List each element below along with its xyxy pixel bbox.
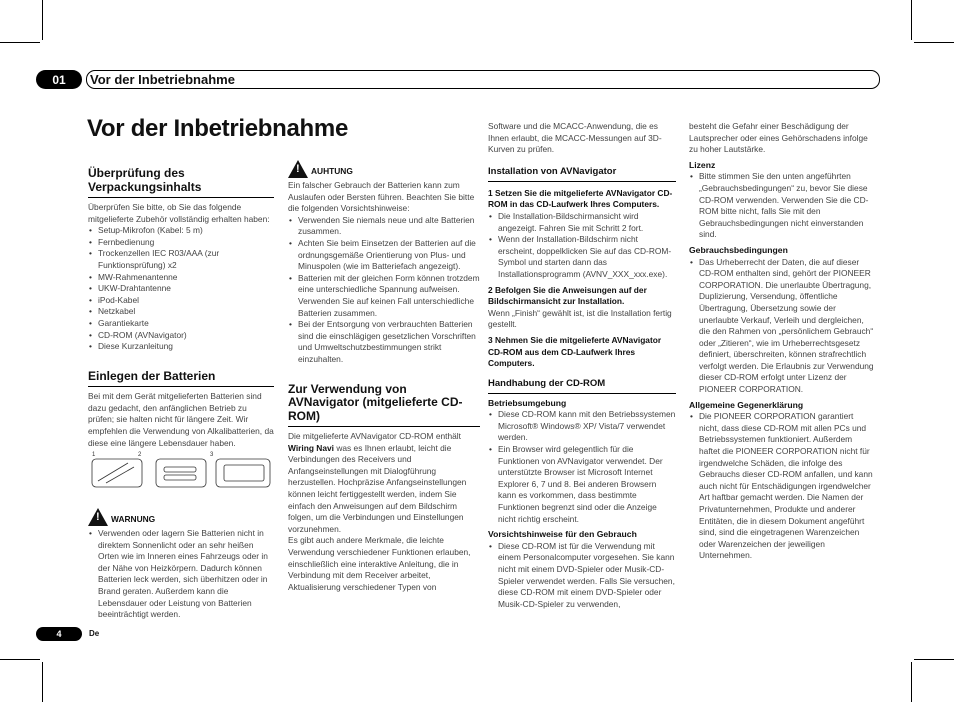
- column-2: [288, 160, 480, 593]
- column-3: [488, 121, 676, 610]
- step1-list: [488, 211, 676, 281]
- package-intro: Überprüfen Sie bitte, ob Sie das folgende mitgelieferte Zubehör vollständig erhalten haben:: [88, 202, 270, 224]
- list-item: • Bei der Entsorgung von verbrauchten Batterien sind die einschlägigen gesetzlichen Vorschriften und Umweltschutzbestimmungen strikt einzuhalten.: [288, 319, 480, 365]
- avnavigator-paragraph-2: Es gibt auch andere Merkmale, die leichte Verwendung verschiedener Funktionen erlauben, einschließlich eine interaktive Anleitung, die in Verbindung mit dem Receiver arbeitet, Aktualisierung verschiedener Typen von: [288, 535, 471, 592]
- list-item: • Die PIONEER CORPORATION garantiert nicht, dass diese CD-ROM mit allen PCs und Betriebssystemen funktioniert. Außerdem haftet die PIONEER CORPORATION nicht für irgendwelche Schäden, die infolge des Gebrauchs dieser CD-ROM anfallen, und kann auch nicht für Entschädigungen irgendwelcher Art haftbar gemacht werden. Die Namen der Privatunternehmen, Produkte und anderer Entitäten, die in diesem Dokument angeführt sind, sind die eingetragenen Warenzeichen oder Warenzeichen der jeweiligen Unternehmen.: [689, 411, 875, 562]
- remote-outline: [156, 459, 206, 487]
- list-item: • Wenn der Installation-Bildschirm nicht erscheint, doppelklicken Sie auf das CD-ROM-Symbol und starten dann das Installationsprogramm (AVNV_XXX_xxx.exe).: [488, 234, 676, 280]
- warning-block: [88, 508, 274, 621]
- install-step-2-text: Wenn „Finish“ gewählt ist, ist die Installation fertig gestellt.: [488, 307, 672, 330]
- precaution-title: Vorsichtshinweise für den Gebrauch: [488, 529, 637, 540]
- list-item: • Diese CD-ROM ist für die Verwendung mit einem Personalcomputer vorgesehen. Sie kann nicht mit einem DVD-Spieler oder Musik-CD-Spieler verwendet werden. Falls Sie versuchen, diese CD-ROM mit einem DVD-Spieler oder Musik-CD-Spieler zu verwenden,: [488, 541, 676, 611]
- list-item: • Trockenzellen IEC R03/AAA (zur Funktionsprüfung) x2: [88, 248, 274, 271]
- column-1: [88, 167, 274, 449]
- list-item: • Netzkabel: [88, 306, 274, 318]
- caution-label: AUHTUNG: [311, 166, 353, 177]
- crop-mark: [42, 0, 43, 40]
- list-item: • Bitte stimmen Sie den unten angeführten „Gebrauchsbedingungen“ zu, bevor Sie diese CD-ROM verwenden. Verwenden Sie die CD-ROM bitte nicht, falls Sie mit den Gebrauchsbedingungen nicht einverstanden sind.: [689, 171, 875, 241]
- section-title-package-contents: Überprüfung des Verpackungsinhalts: [88, 167, 274, 198]
- list-item: • Diese CD-ROM kann mit den Betriebssystemen Microsoft® Windows® XP/ Vista/7 verwendet werden.: [488, 409, 676, 444]
- chapter-number: 01: [36, 70, 82, 89]
- crop-mark: [0, 42, 40, 43]
- list-item: • iPod-Kabel: [88, 295, 274, 307]
- wiring-navi-term: Wiring Navi: [288, 442, 334, 453]
- crop-mark: [914, 659, 954, 660]
- license-list: [689, 171, 875, 241]
- caution-heading: [288, 160, 480, 178]
- list-item: • MW-Rahmenantenne: [88, 272, 274, 284]
- language-code: De: [89, 629, 100, 638]
- chapter-title: Vor der Inbetriebnahme: [86, 70, 880, 89]
- disclaimer-title: Allgemeine Gegenerklärung: [689, 399, 804, 410]
- list-item: • Fernbedienung: [88, 237, 274, 249]
- crop-mark: [911, 0, 912, 40]
- battery-insertion-figure: [88, 449, 274, 495]
- crop-mark: [911, 662, 912, 702]
- col4-intro: besteht die Gefahr einer Beschädigung der Lautsprecher oder eines Gehörschadens infolge zu hoher Lautstärke.: [689, 121, 868, 155]
- page-title: Vor der Inbetriebnahme: [87, 115, 349, 142]
- list-item: • UKW-Drahtantenne: [88, 283, 274, 295]
- warning-list: [88, 528, 274, 621]
- list-item: • Setup-Mikrofon (Kabel: 5 m): [88, 225, 274, 237]
- figure-label: 3: [210, 452, 214, 458]
- col3-intro: Software und die MCACC-Anwendung, die es Ihnen erlaubt, die MCACC-Messungen auf 3D-Kurven zu prüfen.: [488, 121, 662, 155]
- figure-label: 1: [92, 452, 96, 458]
- section-title-handling: Handhabung der CD-ROM: [488, 378, 676, 394]
- avnavigator-paragraph-1: [288, 431, 480, 535]
- warning-label: WARNUNG: [111, 514, 156, 525]
- install-step-2: 2 Befolgen Sie die Anweisungen auf der Bildschirmansicht zur Installation.: [488, 284, 647, 307]
- precaution-list: [488, 541, 676, 611]
- list-item: • Verwenden oder lagern Sie Batterien nicht in direktem Sonnenlicht oder an sehr heißen Orten wie im Inneren eines Fahrzeugs oder in der Nähe von Heizkörpern. Dadurch können Batterien leck werden, sich überhitzen oder in Brand geraten. Außerdem kann die Lebensdauer oder Leistung von Batterien beeinträchtigt werden.: [88, 528, 274, 621]
- crop-mark: [42, 662, 43, 702]
- batteries-text: Bei mit dem Gerät mitgelieferten Batterien sind dazu gedacht, den anfänglichen Betrieb zu prüfen; sie halten nicht für längere Zeit. Wir empfehlen die Verwendung von Alkalibatterien, da diese eine längere Lebensdauer haben.: [88, 391, 274, 448]
- list-item: • Diese Kurzanleitung: [88, 341, 274, 353]
- env-list: [488, 409, 676, 525]
- remote-outline: [92, 459, 142, 487]
- accessories-list: [88, 225, 274, 353]
- caution-list: [288, 215, 480, 366]
- env-title: Betriebsumgebung: [488, 397, 567, 408]
- paragraph-text: was es Ihnen erlaubt, leicht die Verbindungen des Receivers und Anfangseinstellungen mit Dialogführung herzustellen. Hochpräzise Anfangseinstellungen können leicht fertiggestellt werden, indem Sie einfach den Anweisungen auf dem Bildschirm folgen, um die Verbindungen und Einstellungen vorzunehmen.: [288, 442, 467, 534]
- caution-text: Ein falscher Gebrauch der Batterien kann zum Auslaufen oder Bersten führen. Beachten Sie bitte die folgenden Vorsichtshinweise:: [288, 180, 475, 214]
- warning-heading: [88, 508, 274, 526]
- list-item: • Batterien mit der gleichen Form können trotzdem eine unterschiedliche Spannung aufweisen. Verwenden Sie auf keinen Fall unterschiedliche Batterien zusammen.: [288, 273, 480, 319]
- install-step-3: 3 Nehmen Sie die mitgelieferte AVNavigator CD-ROM aus dem CD-Laufwerk Ihres Computers.: [488, 334, 662, 369]
- figure-label: 2: [138, 452, 142, 458]
- column-4: [689, 121, 875, 562]
- list-item: • Ein Browser wird gelegentlich für die Funktionen von AVNavigator verwendet. Der unterstützte Browser ist Microsoft Internet Explorer 6, 7 und 8. Bei anderen Browsern kann es vorkommen, dass bestimmte Funktionen begrenzt sind oder die Anzeige nicht richtig erscheint.: [488, 444, 676, 525]
- list-item: • Die Installation-Bildschirmansicht wird angezeigt. Fahren Sie mit Schritt 2 fort.: [488, 211, 676, 234]
- section-title-installation: Installation von AVNavigator: [488, 166, 676, 182]
- list-item: • CD-ROM (AVNavigator): [88, 330, 274, 342]
- disclaimer-list: [689, 411, 875, 562]
- list-item: • Garantiekarte: [88, 318, 274, 330]
- page-number: 4: [36, 627, 82, 641]
- paragraph-text: Die mitgelieferte AVNavigator CD-ROM enthält: [288, 431, 461, 441]
- section-title-avnavigator: Zur Verwendung von AVNavigator (mitgelieferte CD-ROM): [288, 383, 480, 428]
- crop-mark: [0, 659, 40, 660]
- list-item: • Achten Sie beim Einsetzen der Batterien auf die ordnungsgemäße Orientierung von Plus- und Minuspolen (wie im Batteriefach angezeigt).: [288, 238, 480, 273]
- crop-mark: [914, 42, 954, 43]
- terms-title: Gebrauchsbedingungen: [689, 244, 788, 255]
- terms-list: [689, 257, 875, 396]
- warning-icon: !: [88, 508, 108, 526]
- caution-icon: !: [288, 160, 308, 178]
- list-item: • Das Urheberrecht der Daten, die auf dieser CD-ROM enthalten sind, gehört der PIONEER CORPORATION. Die unerlaubte Übertragung, Duplizierung, Versendung, öffentliche Übertragung, Übersetzung sowie der unerlaubte Verkauf, Verleih und dergleichen, die den Rahmen von „persönlichem Gebrauch“ oder „Zitieren“, wie im Urheberrechtsgesetz definiert, überschreiten, können strafrechtlich verfolgt werden. Die Erlaubnis zur Verwendung dieser CD-ROM erfolgt unter Lizenz der PIONEER CORPORATION.: [689, 257, 875, 396]
- license-title: Lizenz: [689, 159, 716, 170]
- list-item: • Verwenden Sie niemals neue und alte Batterien zusammen.: [288, 215, 480, 238]
- install-step-1: 1 Setzen Sie die mitgelieferte AVNavigator CD-ROM in das CD-Laufwerk Ihres Computers.: [488, 187, 673, 210]
- section-title-batteries: Einlegen der Batterien: [88, 370, 274, 388]
